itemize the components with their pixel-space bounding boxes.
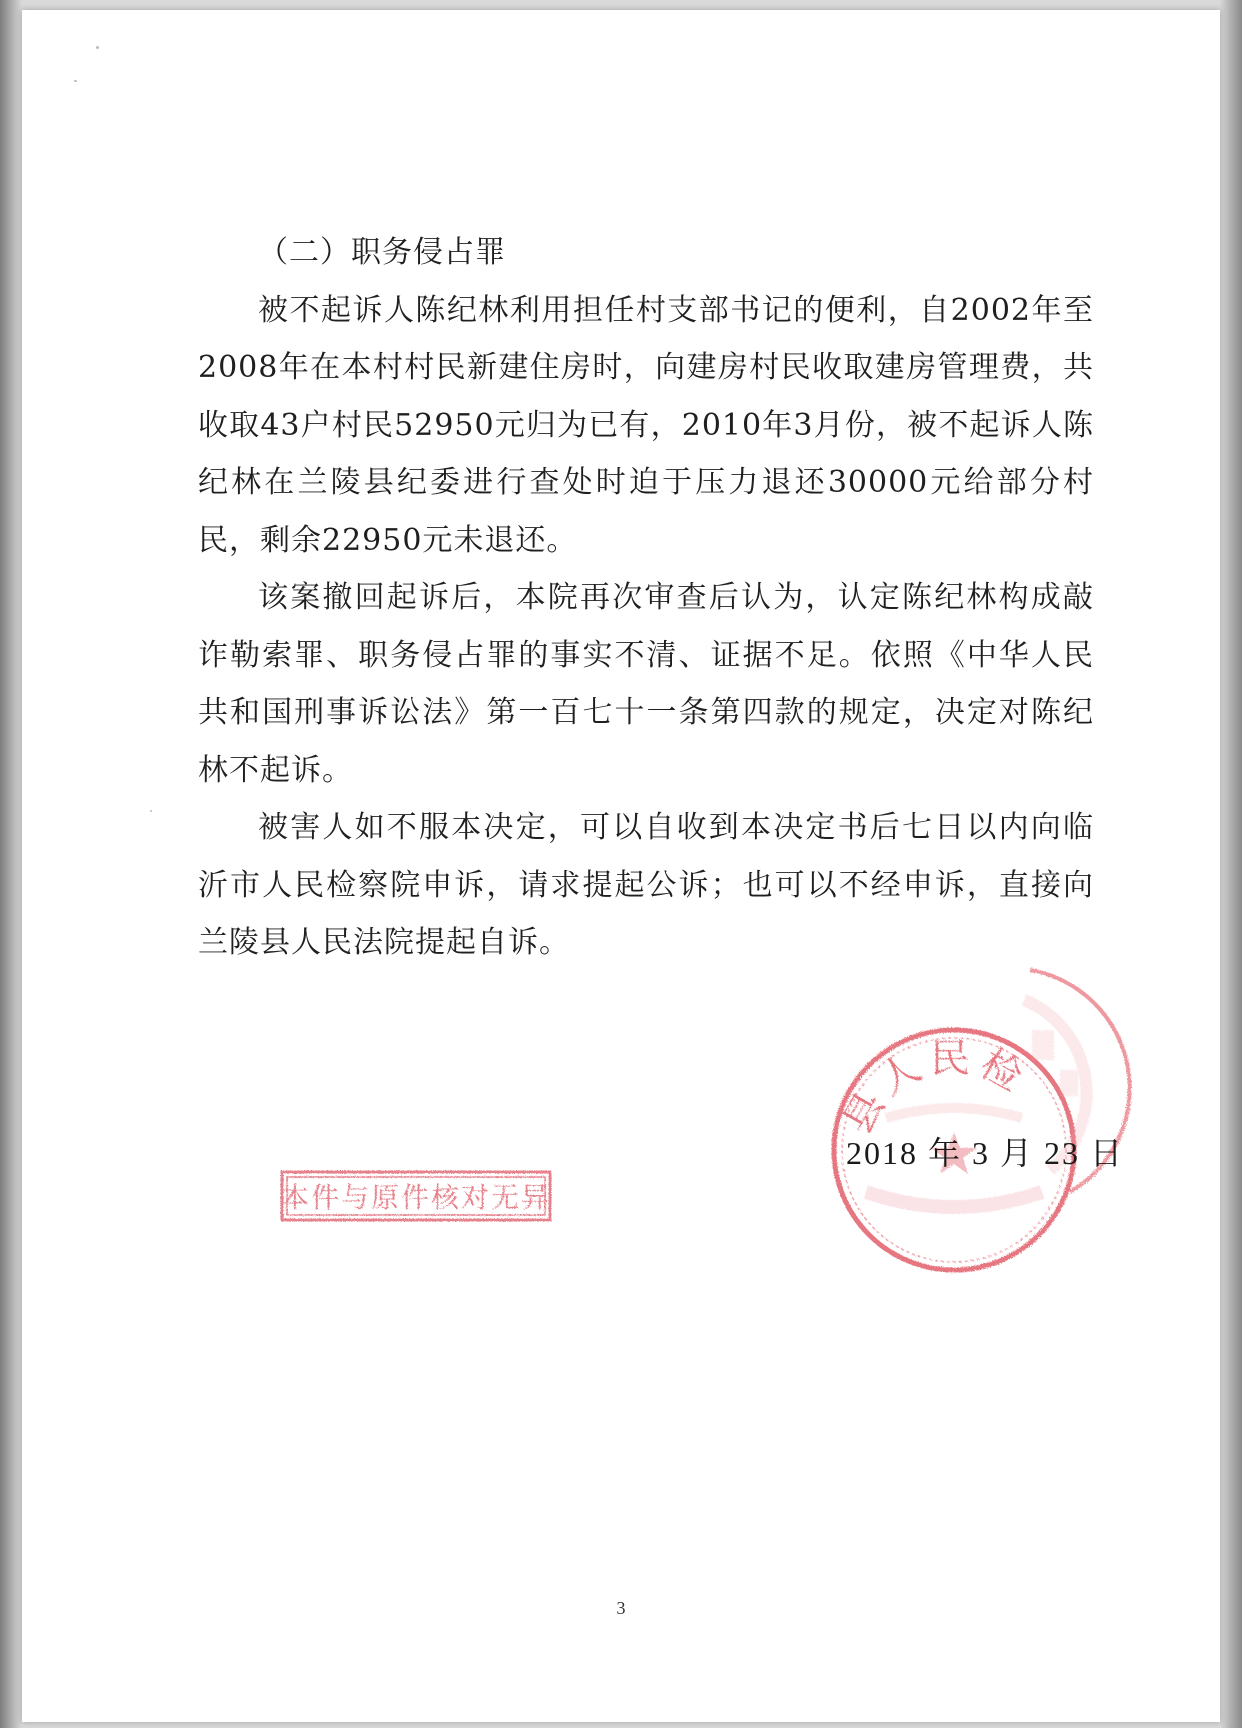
document-date: 2018 年 3 月 23 日 [846,1135,1125,1171]
paragraph-facts: 被不起诉人陈纪林利用担任村支部书记的便利，自2002年至2008年在本村村民新建住房时，向建房村民收取建房管理费，共收取43户村民52950元归为已有，2010年3月份，被不起诉人陈纪林在兰陵县纪委进行查处时迫于压力退还30000元给部分村民，剩余22950元未退还。 [198,292,1094,558]
copy-stamp-text: 本件与原件核对无异 [280,1181,552,1214]
page-number: 3 [616,1598,626,1618]
seal-text: 县人民检 [834,1035,1035,1142]
scan-speck [150,810,152,812]
paragraph-appeal-rights: 被害人如不服本决定，可以自收到本决定书后七日以内向临沂市人民检察院申诉，请求提起公诉；也可以不经申诉，直接向兰陵县人民法院提起自诉。 [198,810,1094,960]
scan-speck [74,80,77,82]
document-body [198,224,1094,972]
svg-text:县人民检 [835,1036,1035,1142]
section-heading: （二）职务侵占罪 [258,235,506,270]
paragraph-decision: 该案撤回起诉后，本院再次审查后认为，认定陈纪林构成敲诈勒索罪、职务侵占罪的事实不清、证据不足。依照《中华人民共和国刑事诉讼法》第一百七十一条第四款的规定，决定对陈纪林不起诉。 [198,580,1094,788]
copy-verification-stamp [280,1170,552,1222]
scan-speck [96,46,99,49]
